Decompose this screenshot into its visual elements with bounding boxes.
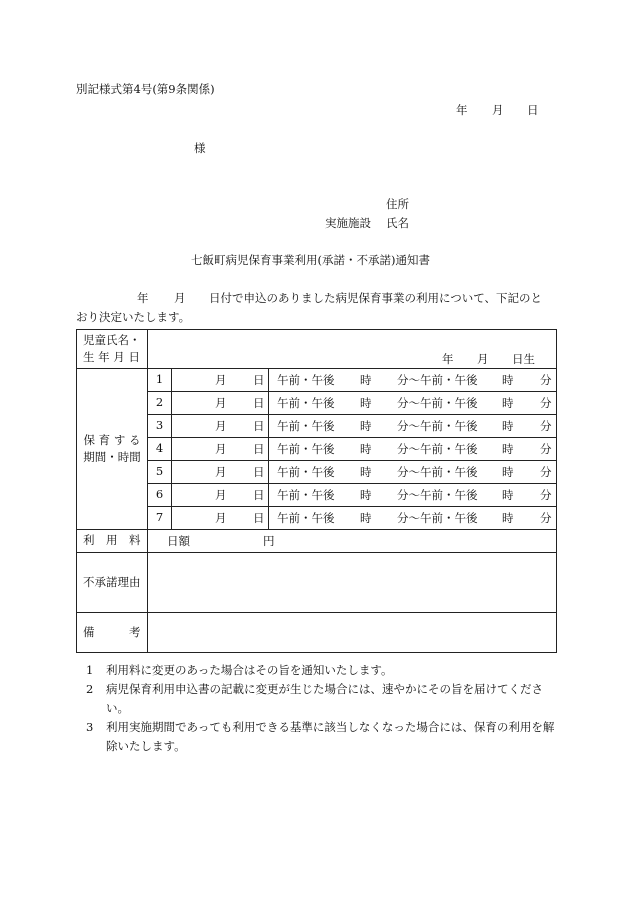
day-label: 日 xyxy=(253,465,265,479)
period-row xyxy=(77,484,557,507)
period-date-field[interactable] xyxy=(172,415,269,438)
hour-start: 時 xyxy=(360,511,372,525)
note-item xyxy=(86,680,556,718)
period-row-number: 5 xyxy=(148,461,172,484)
child-label-line2: 生 年 月 日 xyxy=(83,350,140,364)
minute-start-to: 分〜午前・午後 xyxy=(397,488,478,502)
month-label: 月 xyxy=(215,373,227,387)
minute-start-to: 分〜午前・午後 xyxy=(397,442,478,456)
form-number: 別記様式第4号(第9条関係) xyxy=(76,82,215,96)
note-number: 2 xyxy=(86,682,94,696)
period-label-line1: 保 育 す る xyxy=(83,432,141,447)
day-label: 日 xyxy=(253,419,265,433)
intro-text-line1: 日付で申込のありました病児保育事業の利用について、下記のと xyxy=(209,291,543,305)
minute-end: 分 xyxy=(540,488,552,502)
minute-start-to: 分〜午前・午後 xyxy=(397,419,478,433)
period-time-field[interactable] xyxy=(269,461,557,484)
hour-end: 時 xyxy=(502,511,514,525)
ampm-start: 午前・午後 xyxy=(277,465,335,479)
ampm-start: 午前・午後 xyxy=(277,488,335,502)
reason-label: 不承諾理由 xyxy=(77,553,148,613)
period-row xyxy=(77,392,557,415)
birth-month-label: 月 xyxy=(477,352,489,366)
birth-day-label: 日生 xyxy=(512,352,535,366)
hour-end: 時 xyxy=(502,396,514,410)
period-date-field[interactable] xyxy=(172,438,269,461)
period-row-number: 1 xyxy=(148,369,172,392)
period-time-field[interactable] xyxy=(269,438,557,461)
date-day: 日 xyxy=(527,103,539,117)
remarks-field[interactable] xyxy=(148,613,557,653)
hour-end: 時 xyxy=(502,465,514,479)
month-label: 月 xyxy=(215,488,227,502)
ampm-start: 午前・午後 xyxy=(277,396,335,410)
child-label-line1: 児童氏名・ xyxy=(83,332,141,347)
hour-start: 時 xyxy=(360,373,372,387)
remarks-label: 備 考 xyxy=(77,613,148,653)
period-row-number: 3 xyxy=(148,415,172,438)
hour-start: 時 xyxy=(360,465,372,479)
minute-end: 分 xyxy=(540,465,552,479)
intro-month: 月 xyxy=(174,291,186,305)
reason-row xyxy=(77,553,557,613)
fee-daily-label: 日額 xyxy=(167,534,190,548)
period-date-field[interactable] xyxy=(172,461,269,484)
minute-end: 分 xyxy=(540,419,552,433)
month-label: 月 xyxy=(215,419,227,433)
child-label-cell xyxy=(77,330,148,369)
period-time-field[interactable] xyxy=(269,507,557,530)
minute-start-to: 分〜午前・午後 xyxy=(397,511,478,525)
hour-end: 時 xyxy=(502,488,514,502)
period-time-field[interactable] xyxy=(269,415,557,438)
period-row-number: 6 xyxy=(148,484,172,507)
hour-start: 時 xyxy=(360,419,372,433)
period-row xyxy=(77,369,557,392)
fee-field[interactable] xyxy=(148,530,557,553)
document-title: 七飯町病児保育事業利用(承諾・不承諾)通知書 xyxy=(191,253,430,267)
date-month: 月 xyxy=(492,103,504,117)
day-label: 日 xyxy=(253,373,265,387)
period-row-number: 7 xyxy=(148,507,172,530)
reason-field[interactable] xyxy=(148,553,557,613)
day-label: 日 xyxy=(253,511,265,525)
period-row xyxy=(77,461,557,484)
period-time-field[interactable] xyxy=(269,484,557,507)
period-time-field[interactable] xyxy=(269,392,557,415)
minute-end: 分 xyxy=(540,396,552,410)
child-row xyxy=(77,330,557,369)
facility-label: 実施施設 xyxy=(325,216,371,230)
period-row xyxy=(77,438,557,461)
note-text: 病児保育利用申込書の記載に変更が生じた場合には、速やかにその旨を届けてください。 xyxy=(106,682,543,715)
fee-yen-label: 円 xyxy=(263,534,275,548)
child-name-birthdate-field[interactable] xyxy=(148,330,557,369)
hour-start: 時 xyxy=(360,396,372,410)
ampm-start: 午前・午後 xyxy=(277,419,335,433)
notice-table xyxy=(76,329,557,653)
period-row xyxy=(77,415,557,438)
period-label-line2: 期間・時間 xyxy=(83,450,141,464)
period-date-field[interactable] xyxy=(172,484,269,507)
addressee-suffix: 様 xyxy=(194,141,206,155)
note-number: 3 xyxy=(86,720,94,734)
hour-end: 時 xyxy=(502,373,514,387)
notes-list xyxy=(86,661,556,756)
name-label: 氏名 xyxy=(386,216,409,230)
hour-end: 時 xyxy=(502,442,514,456)
ampm-start: 午前・午後 xyxy=(277,511,335,525)
hour-start: 時 xyxy=(360,488,372,502)
date-year: 年 xyxy=(456,103,468,117)
intro-text-line2: おり決定いたします。 xyxy=(76,310,191,324)
note-item xyxy=(86,661,556,680)
period-label-cell xyxy=(77,369,148,530)
minute-start-to: 分〜午前・午後 xyxy=(397,396,478,410)
note-number: 1 xyxy=(86,663,94,677)
ampm-start: 午前・午後 xyxy=(277,373,335,387)
day-label: 日 xyxy=(253,442,265,456)
note-item xyxy=(86,718,556,756)
intro-year: 年 xyxy=(137,291,149,305)
note-text: 利用実施期間であっても利用できる基準に該当しなくなった場合には、保育の利用を解除いたします。 xyxy=(106,720,555,753)
minute-start-to: 分〜午前・午後 xyxy=(397,373,478,387)
period-date-field[interactable] xyxy=(172,369,269,392)
minute-start-to: 分〜午前・午後 xyxy=(397,465,478,479)
fee-label: 利 用 料 xyxy=(77,530,148,553)
period-row xyxy=(77,507,557,530)
period-date-field[interactable] xyxy=(172,507,269,530)
month-label: 月 xyxy=(215,396,227,410)
fee-row xyxy=(77,530,557,553)
month-label: 月 xyxy=(215,442,227,456)
day-label: 日 xyxy=(253,396,265,410)
hour-end: 時 xyxy=(502,419,514,433)
minute-end: 分 xyxy=(540,511,552,525)
period-date-field[interactable] xyxy=(172,392,269,415)
day-label: 日 xyxy=(253,488,265,502)
period-time-field[interactable] xyxy=(269,369,557,392)
hour-start: 時 xyxy=(360,442,372,456)
period-row-number: 2 xyxy=(148,392,172,415)
period-row-number: 4 xyxy=(148,438,172,461)
address-label: 住所 xyxy=(386,197,409,211)
minute-end: 分 xyxy=(540,442,552,456)
remarks-row xyxy=(77,613,557,653)
month-label: 月 xyxy=(215,465,227,479)
ampm-start: 午前・午後 xyxy=(277,442,335,456)
birth-year-label: 年 xyxy=(442,352,454,366)
month-label: 月 xyxy=(215,511,227,525)
minute-end: 分 xyxy=(540,373,552,387)
note-text: 利用料に変更のあった場合はその旨を通知いたします。 xyxy=(106,663,393,677)
